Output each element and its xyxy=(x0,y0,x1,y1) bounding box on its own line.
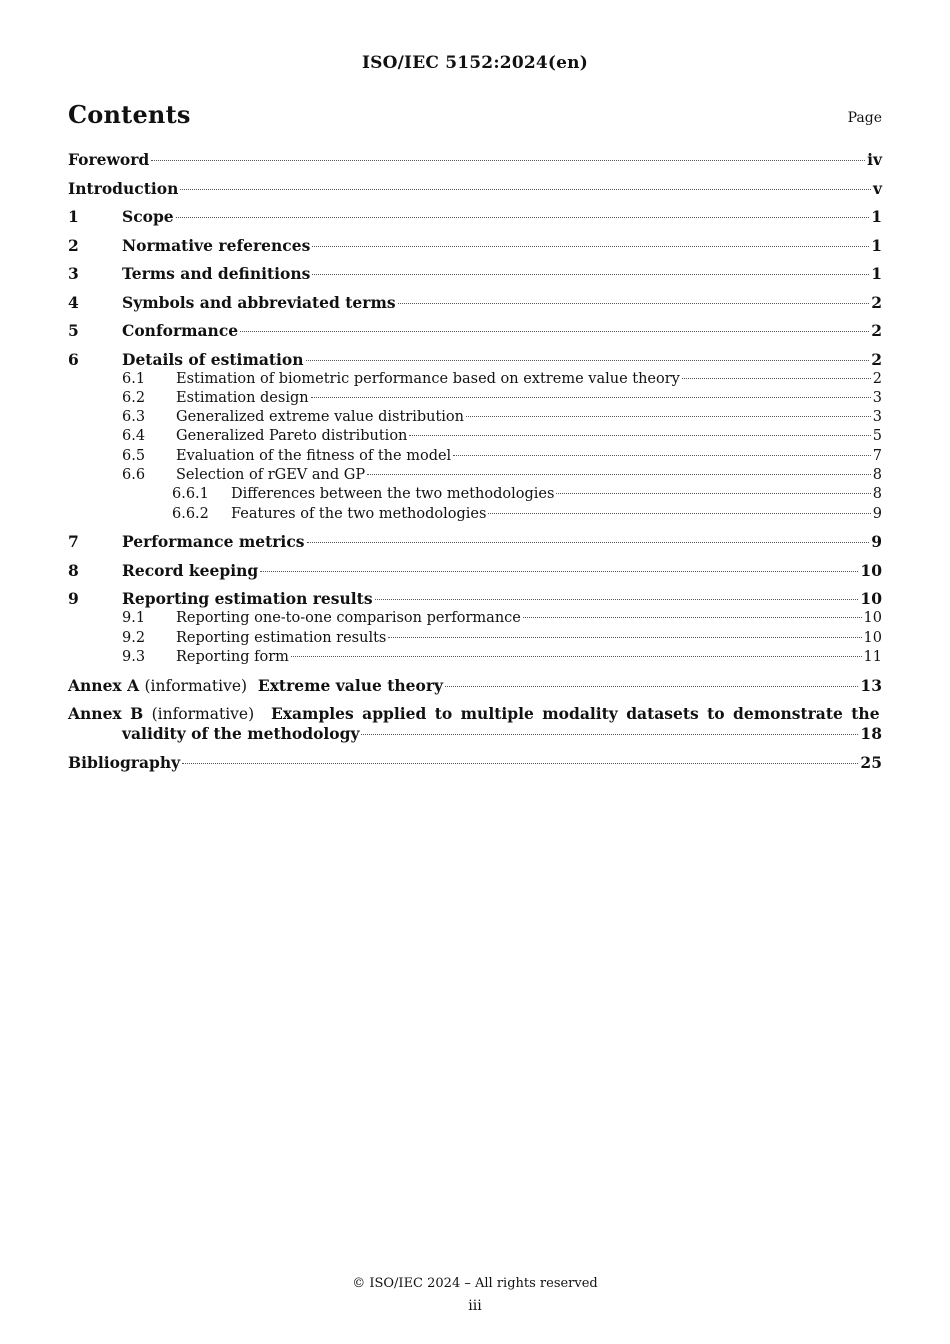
toc-entry-9-3[interactable] xyxy=(68,648,882,667)
toc-entry-9-2[interactable] xyxy=(68,629,882,648)
toc-number: 6.1 xyxy=(122,370,146,387)
toc-page: 10 xyxy=(860,560,882,580)
toc-label: Symbols and abbreviated terms xyxy=(122,292,396,312)
annex-title: Extreme value theory xyxy=(257,675,444,695)
toc-page: 10 xyxy=(860,589,882,609)
dot-leader xyxy=(445,686,858,687)
dot-leader xyxy=(409,435,870,436)
dot-leader xyxy=(453,455,871,456)
dot-leader xyxy=(312,246,869,247)
toc-label: Normative references xyxy=(122,235,311,255)
toc-label: Reporting form xyxy=(176,648,289,665)
toc-label: Generalized extreme value distribution xyxy=(176,409,464,426)
dot-leader xyxy=(312,274,869,275)
toc-label: Features of the two methodologies xyxy=(231,505,487,522)
toc-entry-6-5[interactable] xyxy=(68,447,882,466)
annex-title-line1: Examples applied to multiple modality datasets to demonstrate the xyxy=(270,704,880,724)
toc-page: 18 xyxy=(860,724,882,744)
toc-label: Performance metrics xyxy=(122,532,305,552)
dot-leader xyxy=(311,397,871,398)
dot-leader xyxy=(556,493,870,494)
dot-leader xyxy=(367,474,871,475)
toc-label: Differences between the two methodologies xyxy=(231,486,555,503)
toc-page: 1 xyxy=(871,207,882,226)
toc-page: 9 xyxy=(872,505,882,522)
toc-label: Selection of rGEV and GP xyxy=(176,466,366,483)
toc-number: 6.4 xyxy=(122,428,146,445)
table-of-contents xyxy=(68,150,882,773)
dot-leader xyxy=(182,763,858,764)
dot-leader xyxy=(682,378,871,379)
toc-page: 3 xyxy=(872,389,882,406)
toc-entry-6-4[interactable] xyxy=(68,427,882,446)
toc-entry-bibliography[interactable] xyxy=(68,753,882,773)
dot-leader xyxy=(307,542,870,543)
toc-page: 9 xyxy=(871,532,882,552)
toc-number: 6.6.1 xyxy=(172,486,209,503)
toc-entry-annex-b[interactable] xyxy=(68,704,882,744)
toc-number: 6.6.2 xyxy=(172,505,209,522)
toc-entry-6[interactable] xyxy=(68,350,882,370)
toc-label: Conformance xyxy=(122,321,239,340)
document-id-header: ISO/IEC 5152:2024(en) xyxy=(362,53,588,73)
dot-leader xyxy=(291,656,862,657)
page-column-label: Page xyxy=(847,110,882,126)
toc-entry-6-6-1[interactable] xyxy=(68,485,882,504)
dot-leader xyxy=(375,599,859,600)
toc-entry-2[interactable] xyxy=(68,236,882,256)
dot-leader xyxy=(151,160,865,161)
toc-page: 25 xyxy=(860,752,882,772)
toc-page: 2 xyxy=(871,321,882,340)
toc-label: Details of estimation xyxy=(122,349,304,369)
annex-informative: (informative) xyxy=(151,705,255,724)
page-number: iii xyxy=(468,1298,482,1314)
toc-entry-9[interactable] xyxy=(68,589,882,609)
dot-leader xyxy=(488,513,870,514)
toc-page: 7 xyxy=(872,447,882,464)
toc-entry-1[interactable] xyxy=(68,207,882,227)
toc-label: Estimation of biometric performance based on extreme value theory xyxy=(176,370,680,387)
annex-prefix: Annex A xyxy=(68,675,140,695)
toc-entry-9-1[interactable] xyxy=(68,609,882,628)
toc-number: 6.6 xyxy=(122,466,146,483)
toc-entry-6-6[interactable] xyxy=(68,466,882,485)
toc-entry-8[interactable] xyxy=(68,561,882,581)
toc-label: Evaluation of the fitness of the model xyxy=(176,447,452,464)
toc-entry-annex-a[interactable] xyxy=(68,676,882,696)
dot-leader xyxy=(388,637,861,638)
dot-leader xyxy=(240,331,869,332)
annex-informative: (informative) xyxy=(144,676,248,695)
toc-entry-6-2[interactable] xyxy=(68,389,882,408)
toc-entry-introduction[interactable] xyxy=(68,179,882,199)
toc-number: 3 xyxy=(68,264,79,283)
annex-prefix: Annex B xyxy=(68,704,144,724)
toc-number: 1 xyxy=(68,207,79,226)
toc-number: 9.2 xyxy=(122,629,146,646)
toc-label: Reporting estimation results xyxy=(176,629,387,646)
toc-label: Scope xyxy=(122,207,174,226)
toc-entry-6-1[interactable] xyxy=(68,370,882,389)
toc-page: iv xyxy=(867,150,882,169)
annex-title-line2: validity of the methodology xyxy=(122,724,360,744)
annex-b-second-line xyxy=(68,724,882,744)
dot-leader xyxy=(466,416,871,417)
copyright-footer: © ISO/IEC 2024 – All rights reserved xyxy=(352,1276,598,1291)
toc-page: 1 xyxy=(871,235,882,255)
toc-page: 11 xyxy=(863,648,882,665)
toc-label: Generalized Pareto distribution xyxy=(176,428,408,445)
toc-label: Bibliography xyxy=(68,752,181,772)
annex-b-first-line xyxy=(68,704,882,724)
toc-label xyxy=(68,676,443,696)
toc-page: 5 xyxy=(872,428,882,445)
dot-leader xyxy=(398,303,870,304)
toc-number: 5 xyxy=(68,321,79,340)
toc-number: 6.5 xyxy=(122,447,146,464)
toc-label: Introduction xyxy=(68,178,179,198)
toc-page: 8 xyxy=(872,486,882,503)
toc-number: 7 xyxy=(68,532,79,552)
toc-number: 2 xyxy=(68,235,79,255)
dot-leader xyxy=(361,734,858,735)
toc-entry-foreword[interactable] xyxy=(68,150,882,170)
toc-label: Foreword xyxy=(68,150,150,169)
toc-page: 13 xyxy=(860,675,882,695)
toc-entry-5[interactable] xyxy=(68,321,882,341)
toc-page: 2 xyxy=(871,349,882,369)
toc-number: 9.3 xyxy=(122,648,146,665)
toc-label: Estimation design xyxy=(176,389,309,406)
toc-entry-4[interactable] xyxy=(68,293,882,313)
toc-page: 1 xyxy=(871,264,882,283)
dot-leader xyxy=(176,217,870,218)
toc-page: v xyxy=(872,178,882,198)
dot-leader xyxy=(306,360,870,361)
toc-page: 3 xyxy=(872,409,882,426)
toc-number: 9.1 xyxy=(122,610,146,627)
dot-leader xyxy=(523,617,862,618)
toc-number: 8 xyxy=(68,560,79,580)
contents-title: Contents xyxy=(68,100,191,129)
toc-label: Record keeping xyxy=(122,560,259,580)
toc-page: 10 xyxy=(863,610,882,627)
toc-entry-3[interactable] xyxy=(68,264,882,284)
toc-number: 6.3 xyxy=(122,409,146,426)
toc-page: 8 xyxy=(872,466,882,483)
toc-number: 6 xyxy=(68,349,79,369)
toc-number: 9 xyxy=(68,589,79,609)
toc-number: 4 xyxy=(68,292,79,312)
toc-label: Reporting one-to-one comparison performance xyxy=(176,610,521,627)
toc-label: Terms and definitions xyxy=(122,264,311,283)
dot-leader xyxy=(260,571,858,572)
toc-entry-7[interactable] xyxy=(68,532,882,552)
toc-entry-6-3[interactable] xyxy=(68,408,882,427)
toc-label: Reporting estimation results xyxy=(122,589,373,609)
toc-page: 2 xyxy=(871,292,882,312)
toc-page: 10 xyxy=(863,629,882,646)
toc-entry-6-6-2[interactable] xyxy=(68,505,882,524)
toc-number: 6.2 xyxy=(122,389,146,406)
toc-page: 2 xyxy=(872,370,882,387)
dot-leader xyxy=(180,189,871,190)
